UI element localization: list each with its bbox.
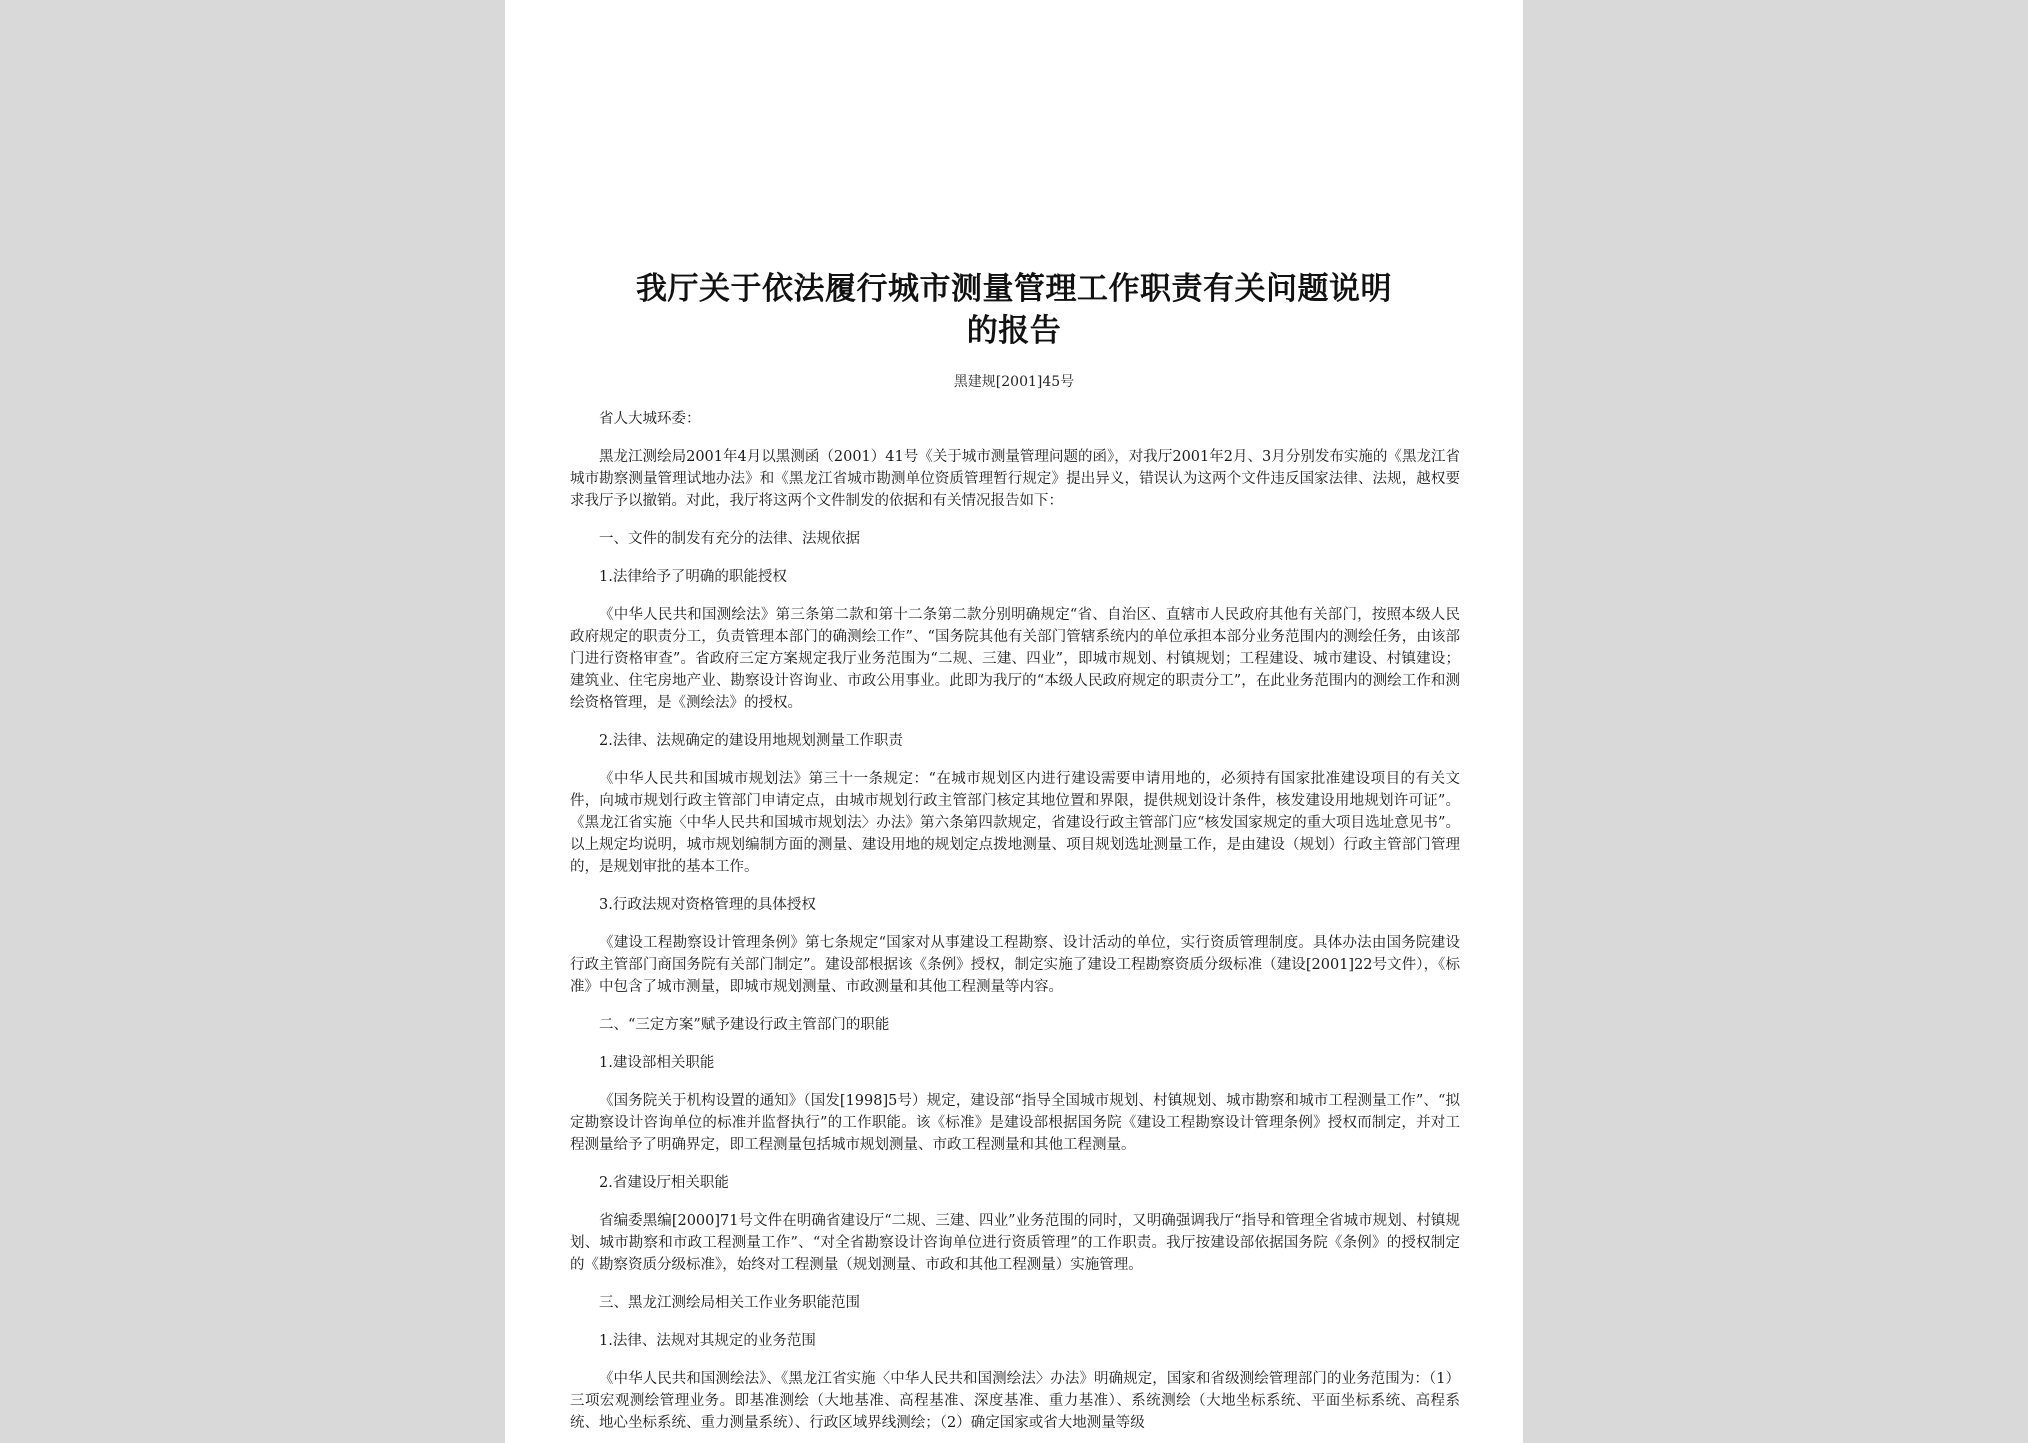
document-page [505, 0, 1523, 1443]
document-body [570, 408, 1460, 1443]
title-line-1: 我厅关于依法履行城市测量管理工作职责有关问题说明 [636, 271, 1392, 307]
subsection-heading: 2.法律、法规确定的建设用地规划测量工作职责 [599, 733, 903, 749]
section-heading: 二、“三定方案”赋予建设行政主管部门的职能 [599, 1017, 890, 1033]
subsection-heading: 1.法律给予了明确的职能授权 [599, 569, 787, 585]
subsection-heading: 1.法律、法规对其规定的业务范围 [599, 1333, 816, 1349]
document-number: 黑建规[2001]45号 [953, 374, 1075, 390]
subsection-heading: 3.行政法规对资格管理的具体授权 [599, 897, 816, 913]
subsection-heading: 1.建设部相关职能 [599, 1055, 715, 1071]
paragraph: 省编委黑编[2000]71号文件在明确省建设厅“二规、三建、四业”业务范围的同时，又明确强调我厅“指导和管理全省城市规划、村镇规划、城市勘察和市政工程测量工作”、“对全省勘察设计咨询单位进行资质管理”的工作职责。我厅按建设部依据国务院《条例》的授权制定的《勘察资质分级标准》，始终对工程测量（规划测量、市政和其他工程测量）实施管理。 [570, 1213, 1460, 1273]
paragraph: 《中华人民共和国测绘法》第三条第二款和第十二条第二款分别明确规定“省、自治区、直辖市人民政府其他有关部门，按照本级人民政府规定的职责分工，负责管理本部门的确测绘工作”、“国务院其他有关部门管辖系统内的单位承担本部分业务范围内的测绘任务，由该部门进行资格审查”。省政府三定方案规定我厅业务范围为“二规、三建、四业”，即城市规划、村镇规划；工程建设、城市建设、村镇建设；建筑业、住宅房地产业、勘察设计咨询业、市政公用事业。此即为我厅的“本级人民政府规定的职责分工”，在此业务范围内的测绘工作和测绘资格管理，是《测绘法》的授权。 [570, 607, 1460, 711]
paragraph: 黑龙江测绘局2001年4月以黑测函（2001）41号《关于城市测量管理问题的函》，对我厅2001年2月、3月分别发布实施的《黑龙江省城市勘察测量管理试地办法》和《黑龙江省城市勘测单位资质管理暂行规定》提出异义，错误认为这两个文件违反国家法律、法规，越权要求我厅予以撤销。对此，我厅将这两个文件制发的依据和有关情况报告如下： [570, 449, 1460, 509]
section-heading: 一、文件的制发有充分的法律、法规依据 [599, 531, 860, 547]
paragraph: 《中华人民共和国测绘法》、《黑龙江省实施〈中华人民共和国测绘法〉办法》明确规定，国家和省级测绘管理部门的业务范围为：（1）三项宏观测绘管理业务。即基准测绘（大地基准、高程基准、深度基准、重力基准）、系统测绘（大地坐标系统、平面坐标系统、高程系统、地心坐标系统、重力测量系统）、行政区域界线测绘；（2）确定国家或省大地测量等级 [570, 1371, 1460, 1431]
subsection-heading: 2.省建设厅相关职能 [599, 1175, 729, 1191]
salutation: 省人大城环委： [599, 411, 701, 427]
paragraph: 《建设工程勘察设计管理条例》第七条规定“国家对从事建设工程勘察、设计活动的单位，实行资质管理制度。具体办法由国务院建设行政主管部门商国务院有关部门制定”。建设部根据该《条例》授权，制定实施了建设工程勘察资质分级标准（建设[2001]22号文件），《标准》中包含了城市测量，即城市规划测量、市政测量和其他工程测量等内容。 [570, 935, 1460, 995]
paragraph: 《国务院关于机构设置的通知》（国发[1998]5号）规定，建设部“指导全国城市规划、村镇规划、城市勘察和城市工程测量工作”、“拟定勘察设计咨询单位的标准并监督执行”的工作职能。该《标准》是建设部根据国务院《建设工程勘察设计管理条例》授权而制定，并对工程测量给予了明确界定，即工程测量包括城市规划测量、市政工程测量和其他工程测量。 [570, 1093, 1460, 1153]
section-heading: 三、黑龙江测绘局相关工作业务职能范围 [599, 1295, 860, 1311]
title-line-2: 的报告 [966, 313, 1062, 349]
document-title [545, 268, 1483, 352]
paragraph: 《中华人民共和国城市规划法》第三十一条规定：“在城市规划区内进行建设需要申请用地的，必须持有国家批准建设项目的有关文件，向城市规划行政主管部门申请定点，由城市规划行政主管部门核定其地位置和界限，提供规划设计条件，核发建设用地规划许可证”。《黑龙江省实施〈中华人民共和国城市规划法〉办法》第六条第四款规定，省建设行政主管部门应“核发国家规定的重大项目选址意见书”。以上规定均说明，城市规划编制方面的测量、建设用地的规划定点拨地测量、项目规划选址测量工作，是由建设（规划）行政主管部门管理的，是规划审批的基本工作。 [570, 771, 1460, 875]
